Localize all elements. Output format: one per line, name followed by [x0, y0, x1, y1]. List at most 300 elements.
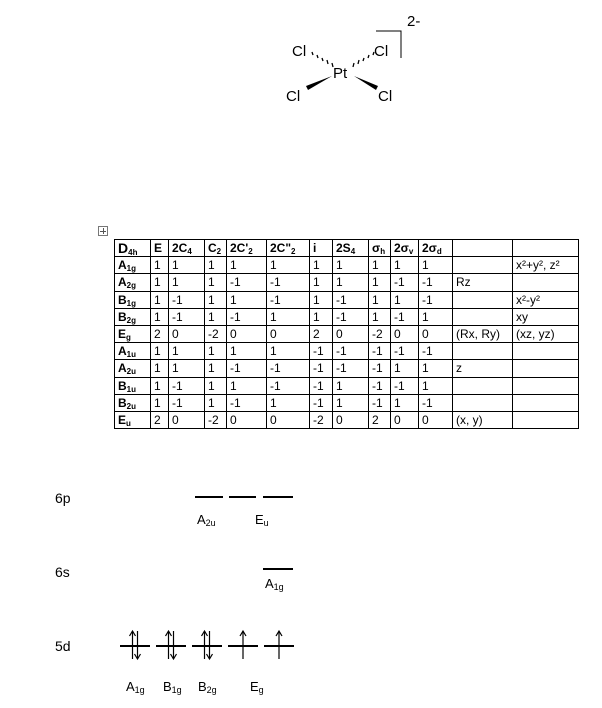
character-cell [310, 257, 333, 274]
character-cell [391, 377, 419, 394]
character-cell [227, 291, 267, 308]
character-cell-text: -1 [172, 292, 183, 307]
orbital-label-a2u: $A_{2u}$ [197, 512, 216, 528]
character-cell-text: -1 [422, 395, 433, 410]
character-cell-text: -1 [394, 275, 405, 290]
character-cell-text: -1 [230, 361, 241, 376]
character-cell [227, 343, 267, 360]
character-cell-text: -2 [208, 412, 219, 427]
character-cell [169, 274, 205, 291]
character-cell [333, 360, 369, 377]
character-cell [419, 308, 453, 325]
irrep-label [115, 257, 151, 274]
character-cell-text: 1 [208, 258, 215, 273]
character-cell [369, 291, 391, 308]
header-cell-subscript: 2 [291, 247, 296, 257]
linear-rotation-cell [453, 257, 513, 274]
irrep-label [115, 343, 151, 360]
character-cell-text: -1 [394, 378, 405, 393]
character-cell [419, 274, 453, 291]
character-cell-text: 1 [270, 395, 277, 410]
character-cell-text: -1 [394, 309, 405, 324]
character-cell-text: -1 [336, 292, 347, 307]
hashed-bond-upper-left [312, 52, 333, 67]
character-cell-text: 1 [172, 275, 179, 290]
table-row [115, 291, 579, 308]
header-cell [369, 240, 391, 257]
irrep-label-subscript: g [126, 333, 131, 343]
character-cell-text: 1 [154, 378, 161, 393]
character-cell [205, 291, 227, 308]
d4h-character-table [114, 239, 579, 429]
wedge-bond-lower-left [306, 76, 332, 90]
character-cell-text: 1 [208, 309, 215, 324]
quadratic-cell [513, 360, 579, 377]
character-cell-text: 1 [313, 309, 320, 324]
irrep-label-text: A [118, 344, 127, 359]
character-cell-text: 1 [336, 258, 343, 273]
character-cell [205, 360, 227, 377]
irrep-label-text: B [118, 378, 127, 393]
cl-upper-right: Cl [374, 43, 389, 60]
header-cell-subscript: 2 [216, 247, 222, 257]
character-cell-text: 1 [208, 361, 215, 376]
character-cell [333, 411, 369, 428]
character-cell-text: 0 [394, 412, 401, 427]
quadratic-cell-text: (xz, yz) [516, 327, 555, 342]
orbital-line-6p-2 [229, 496, 256, 498]
header-cell-text: D [118, 240, 129, 257]
character-cell [369, 411, 391, 428]
character-cell-text: 0 [230, 412, 237, 427]
character-cell [369, 360, 391, 377]
header-cell [151, 240, 169, 257]
character-cell [391, 411, 419, 428]
character-cell-text: -1 [172, 378, 183, 393]
character-cell [333, 274, 369, 291]
irrep-label-subscript: 2g [126, 315, 137, 325]
character-cell [419, 394, 453, 411]
character-cell [333, 257, 369, 274]
irrep-label [115, 411, 151, 428]
orbital-line-6p-3 [263, 496, 293, 498]
character-cell-text: 1 [270, 309, 277, 324]
character-cell [227, 308, 267, 325]
character-cell [333, 394, 369, 411]
irrep-label-subscript: 1u [126, 384, 137, 394]
character-cell [169, 394, 205, 411]
character-cell [205, 343, 227, 360]
irrep-label [115, 274, 151, 291]
linear-rotation-cell [453, 308, 513, 325]
character-cell [205, 394, 227, 411]
character-cell [227, 360, 267, 377]
quadratic-cell-text: x²-y² [516, 292, 540, 307]
irrep-label-subscript: 2u [126, 401, 137, 411]
character-cell [333, 291, 369, 308]
character-cell-text: 1 [422, 309, 429, 324]
character-cell [310, 360, 333, 377]
character-cell-text: 1 [422, 258, 429, 273]
character-cell [267, 274, 310, 291]
table-row [115, 274, 579, 291]
orbital-line-6s [263, 568, 293, 570]
cl-upper-left: Cl [292, 43, 307, 60]
header-cell-subscript: 2 [248, 247, 253, 257]
linear-rotation-cell [453, 377, 513, 394]
character-cell-text: 1 [372, 258, 379, 273]
cl-lower-right: Cl [378, 88, 393, 105]
character-cell-text: -1 [313, 361, 324, 376]
orbital-label-a1g-5d: $A_{1g}$ [126, 679, 145, 695]
wedge-bond-lower-right [354, 76, 378, 90]
hashed-bond-upper-right [353, 52, 374, 67]
linear-rotation-cell-text: z [456, 361, 462, 376]
character-cell-text: 0 [270, 327, 277, 342]
character-cell [169, 377, 205, 394]
character-cell [310, 411, 333, 428]
character-cell [205, 411, 227, 428]
character-cell [205, 308, 227, 325]
character-cell-text: 1 [208, 378, 215, 393]
linear-rotation-cell [453, 274, 513, 291]
character-cell-text: 0 [422, 327, 429, 342]
character-cell-text: 1 [230, 258, 237, 273]
character-cell [391, 325, 419, 342]
character-cell-text: 1 [172, 258, 179, 273]
character-cell-text: -2 [313, 412, 324, 427]
character-cell [169, 360, 205, 377]
character-cell-text: 0 [230, 327, 237, 342]
character-cell [151, 360, 169, 377]
character-cell-text: 2 [372, 412, 379, 427]
ptcl4-structure [270, 0, 470, 112]
character-cell [310, 377, 333, 394]
character-cell [267, 291, 310, 308]
header-cell [310, 240, 333, 257]
quadratic-cell [513, 325, 579, 342]
d-orbital-diagram [116, 628, 298, 662]
character-cell [333, 325, 369, 342]
character-cell [310, 325, 333, 342]
character-cell [267, 360, 310, 377]
character-cell [227, 274, 267, 291]
character-cell-text: 1 [208, 344, 215, 359]
character-cell [391, 343, 419, 360]
character-cell-text: 1 [313, 258, 320, 273]
character-cell-text: 0 [172, 412, 179, 427]
header-cell-text: σ [372, 241, 381, 256]
irrep-label [115, 360, 151, 377]
character-cell-text: -1 [336, 361, 347, 376]
quadratic-cell[interactable] [513, 411, 579, 428]
linear-rotation-cell [453, 325, 513, 342]
character-cell [169, 325, 205, 342]
linear-rotation-cell [453, 291, 513, 308]
linear-rotation-cell-text: (x, y) [456, 412, 483, 427]
character-cell-text: -1 [172, 309, 183, 324]
header-cell [115, 240, 151, 257]
character-cell-text: -1 [336, 309, 347, 324]
character-cell-text: 1 [208, 292, 215, 307]
character-cell [419, 360, 453, 377]
character-cell [333, 343, 369, 360]
character-cell-text: 1 [422, 361, 429, 376]
character-cell [169, 291, 205, 308]
header-cell-subscript: d [436, 247, 442, 257]
irrep-label [115, 377, 151, 394]
character-cell [369, 394, 391, 411]
character-cell-text: 1 [394, 258, 401, 273]
character-cell [391, 274, 419, 291]
quadratic-cell [513, 377, 579, 394]
character-cell [151, 343, 169, 360]
header-cell-subscript: v [408, 247, 414, 257]
character-cell-text: 1 [154, 361, 161, 376]
irrep-label-text: B [118, 395, 127, 410]
header-cell [333, 240, 369, 257]
table-row [115, 394, 579, 411]
character-cell [369, 343, 391, 360]
header-cell [453, 240, 513, 257]
character-cell-text: -2 [372, 327, 383, 342]
orbital-label-a1g-6s: $A_{1g}$ [265, 576, 284, 592]
character-cell-text: -1 [372, 344, 383, 359]
character-cell-text: 0 [394, 327, 401, 342]
character-cell [419, 343, 453, 360]
character-cell-text: -1 [422, 275, 433, 290]
character-cell [369, 325, 391, 342]
linear-rotation-cell [453, 343, 513, 360]
character-cell-text: -1 [422, 292, 433, 307]
header-cell-text: 2C' [230, 241, 249, 256]
table-row [115, 411, 579, 428]
character-cell-text: -1 [394, 344, 405, 359]
header-cell-text: 2σ [422, 241, 437, 256]
character-cell [169, 257, 205, 274]
character-cell [419, 411, 453, 428]
character-cell [391, 360, 419, 377]
character-cell [267, 257, 310, 274]
irrep-label-text: B [118, 309, 127, 324]
header-cell-text: i [313, 241, 317, 256]
orbital-label-b2g: $B_{2g}$ [198, 679, 217, 695]
character-cell [369, 308, 391, 325]
character-cell [205, 325, 227, 342]
header-cell[interactable] [513, 240, 579, 257]
character-cell-text: -1 [270, 292, 281, 307]
character-cell-text: -1 [270, 361, 281, 376]
character-cell-text: 1 [372, 309, 379, 324]
character-cell-text: 1 [394, 292, 401, 307]
table-row [115, 325, 579, 342]
character-cell-text: 1 [336, 378, 343, 393]
character-cell-text: -1 [372, 361, 383, 376]
table-row [115, 377, 579, 394]
irrep-label [115, 325, 151, 342]
orbital-label-eu: $E_u$ [255, 512, 269, 528]
header-cell-text: E [154, 241, 163, 256]
character-cell-text: 0 [422, 412, 429, 427]
header-cell-text: 2C [172, 241, 188, 256]
character-cell-text: 1 [270, 344, 277, 359]
irrep-label [115, 308, 151, 325]
irrep-label-subscript: 1u [126, 350, 137, 360]
character-cell-text: -1 [336, 344, 347, 359]
irrep-label-subscript: 2u [126, 367, 137, 377]
character-cell [205, 274, 227, 291]
quadratic-cell-text: xy [516, 309, 528, 324]
linear-rotation-cell-text: (Rx, Ry) [456, 327, 500, 342]
header-cell [419, 240, 453, 257]
character-cell-text: -1 [372, 378, 383, 393]
character-cell [169, 308, 205, 325]
character-cell [267, 308, 310, 325]
character-cell-text: -1 [313, 378, 324, 393]
character-cell [205, 257, 227, 274]
character-cell-text: 1 [422, 378, 429, 393]
character-cell [151, 257, 169, 274]
irrep-label-text: A [118, 361, 127, 376]
header-cell [169, 240, 205, 257]
quadratic-cell [513, 343, 579, 360]
character-cell-text: 2 [313, 327, 320, 342]
header-cell-subscript: 4 [350, 247, 356, 257]
character-cell [310, 308, 333, 325]
charge-label: 2- [407, 13, 421, 30]
character-cell [227, 257, 267, 274]
character-cell-text: -1 [230, 309, 241, 324]
character-cell [205, 377, 227, 394]
character-cell-text: 1 [336, 395, 343, 410]
character-cell [369, 377, 391, 394]
character-cell [267, 394, 310, 411]
character-cell [267, 325, 310, 342]
character-cell-text: 1 [208, 275, 215, 290]
character-cell [151, 308, 169, 325]
irrep-label [115, 394, 151, 411]
character-cell-text: -1 [172, 395, 183, 410]
table-row [115, 343, 579, 360]
irrep-label-subscript: 1g [126, 264, 137, 274]
character-cell [310, 274, 333, 291]
character-cell-text: 1 [372, 275, 379, 290]
character-cell-text: 1 [394, 361, 401, 376]
pt-atom-label: Pt [333, 65, 348, 82]
irrep-label-text: E [118, 327, 127, 342]
character-cell-text: 2 [154, 327, 161, 342]
character-cell-text: -1 [230, 275, 241, 290]
header-cell-subscript: 4 [187, 247, 192, 257]
character-cell [391, 291, 419, 308]
irrep-label [115, 291, 151, 308]
character-cell-text: 1 [154, 258, 161, 273]
orbital-label-b1g: $B_{1g}$ [163, 679, 182, 695]
character-cell [391, 257, 419, 274]
header-cell [205, 240, 227, 257]
table-move-handle[interactable] [98, 226, 108, 236]
character-cell [227, 377, 267, 394]
orbital-label-eg: $E_g$ [250, 679, 264, 695]
character-cell [419, 291, 453, 308]
character-cell [151, 394, 169, 411]
character-cell-text: 1 [313, 275, 320, 290]
linear-rotation-cell [453, 394, 513, 411]
character-cell [310, 291, 333, 308]
character-cell-text: -1 [313, 395, 324, 410]
quadratic-cell [513, 257, 579, 274]
header-cell-text: 2S [336, 241, 351, 256]
character-cell-text: 1 [230, 292, 237, 307]
irrep-label-text: B [118, 292, 127, 307]
irrep-label-subscript: 1g [126, 298, 137, 308]
character-cell-text: -1 [230, 395, 241, 410]
character-cell [169, 411, 205, 428]
character-cell-text: 1 [154, 292, 161, 307]
character-cell [227, 394, 267, 411]
character-cell [267, 343, 310, 360]
character-cell-text: 1 [313, 292, 320, 307]
character-cell [333, 308, 369, 325]
character-cell-text: -1 [372, 395, 383, 410]
header-cell-text: C [208, 241, 217, 256]
table-header-row [115, 240, 579, 257]
character-cell [369, 257, 391, 274]
level-label-6p: 6p [55, 490, 71, 506]
character-cell-text: 1 [154, 344, 161, 359]
table-row [115, 308, 579, 325]
character-cell-text: 1 [336, 275, 343, 290]
character-cell [169, 343, 205, 360]
character-cell [267, 377, 310, 394]
quadratic-cell [513, 308, 579, 325]
character-cell-text: 1 [230, 378, 237, 393]
character-cell [310, 343, 333, 360]
character-cell [151, 377, 169, 394]
character-cell [310, 394, 333, 411]
character-cell-text: 1 [208, 395, 215, 410]
irrep-label-text: E [118, 412, 127, 427]
character-cell-text: 1 [230, 344, 237, 359]
character-cell [333, 377, 369, 394]
character-cell [227, 325, 267, 342]
character-cell-text: 0 [172, 327, 179, 342]
header-cell-text: 2C" [270, 241, 292, 256]
character-cell-text: 0 [336, 412, 343, 427]
table-row [115, 360, 579, 377]
character-cell-text: 0 [336, 327, 343, 342]
character-cell-text: -1 [270, 378, 281, 393]
character-cell [391, 308, 419, 325]
character-cell-text: 1 [154, 309, 161, 324]
quadratic-cell-text: x²+y², z² [516, 258, 560, 273]
quadratic-cell [513, 274, 579, 291]
level-label-6s: 6s [55, 564, 70, 580]
character-cell [151, 291, 169, 308]
irrep-label-text: A [118, 275, 127, 290]
character-cell-text: 1 [154, 275, 161, 290]
linear-rotation-cell-text: Rz [456, 275, 471, 290]
header-cell [227, 240, 267, 257]
character-cell [151, 274, 169, 291]
header-cell [267, 240, 310, 257]
character-cell-text: -1 [270, 275, 281, 290]
header-cell [391, 240, 419, 257]
character-cell [151, 411, 169, 428]
character-cell-text: 1 [172, 344, 179, 359]
header-cell-subscript: h [380, 247, 386, 257]
character-cell [267, 411, 310, 428]
